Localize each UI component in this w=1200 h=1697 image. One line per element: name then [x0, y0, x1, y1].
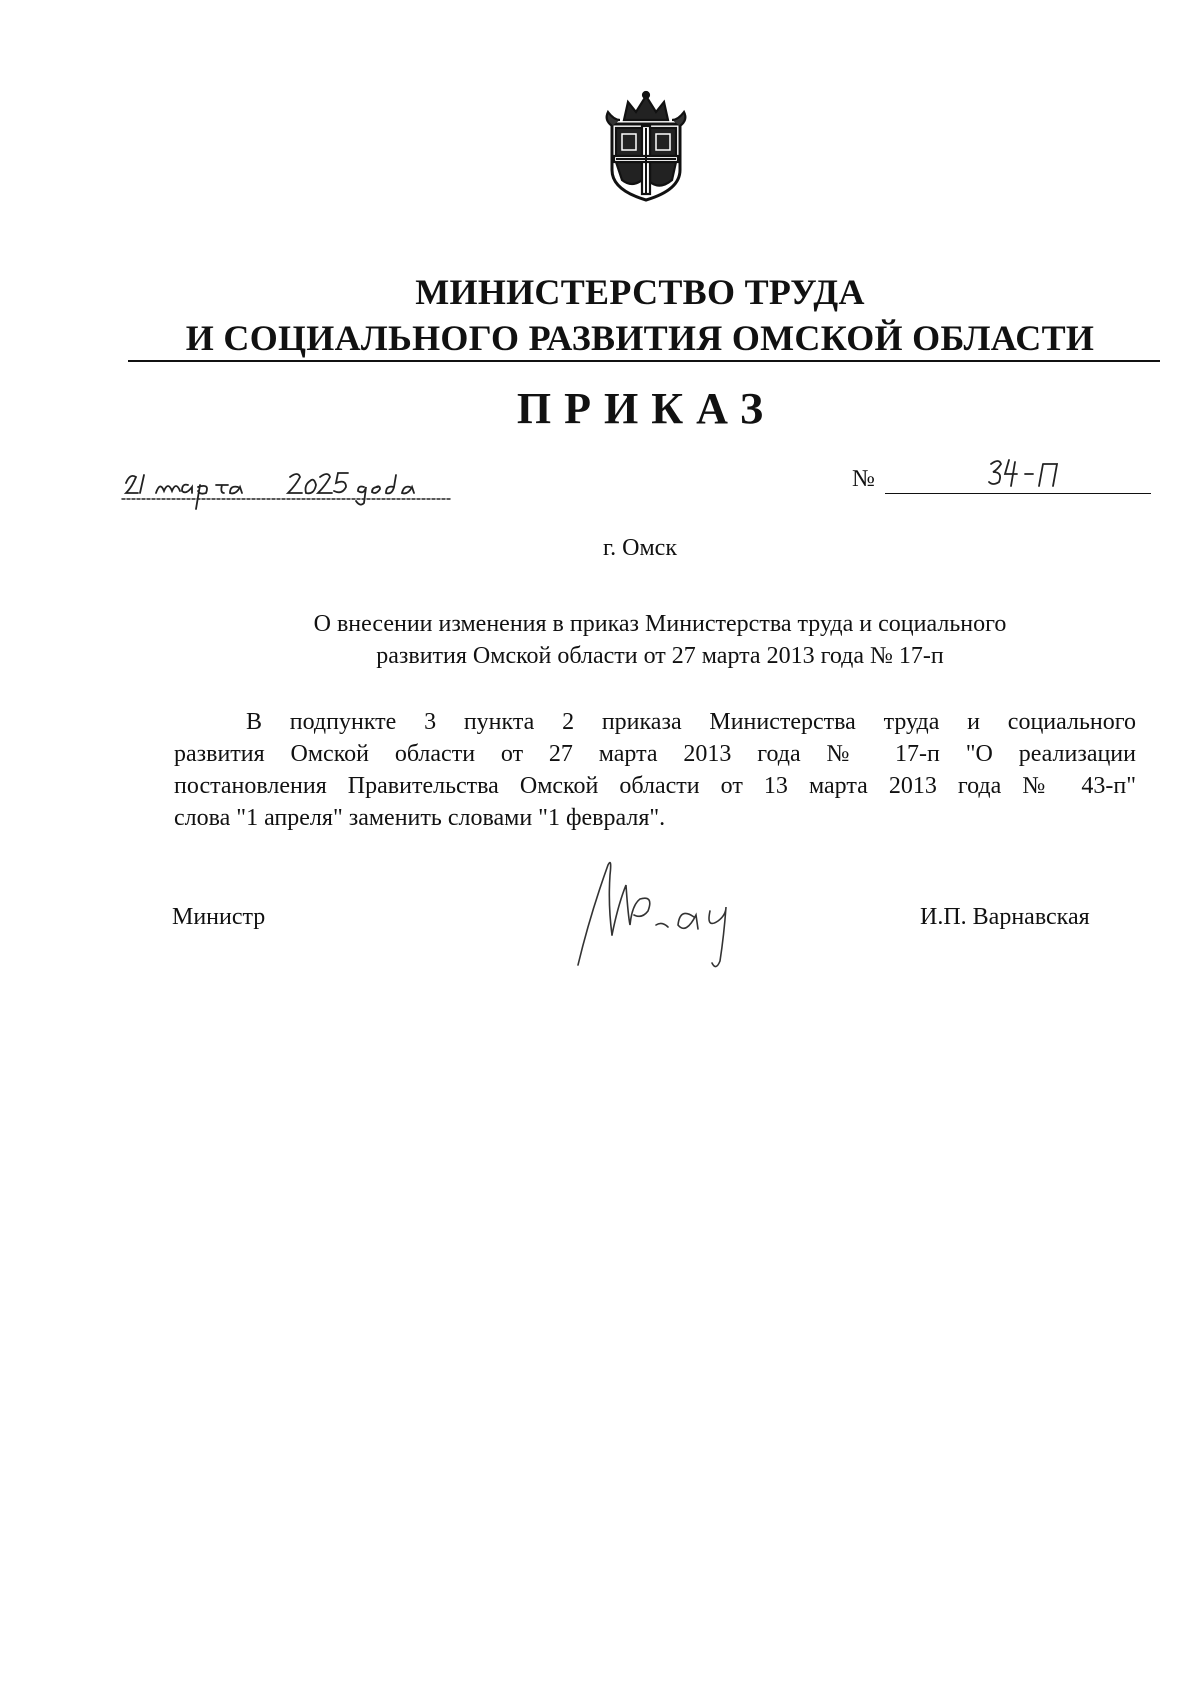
subject-line: развития Омской области от 27 марта 2013 года № 17-п: [376, 643, 944, 669]
omsk-coat-of-arms-icon: [602, 90, 690, 204]
order-subject: [170, 608, 1150, 672]
number-label: №: [852, 466, 875, 492]
body-line: развития Омской области от 27 марта 2013 года № 17-п "О реализации: [174, 741, 1136, 767]
handwritten-number: [985, 450, 1075, 490]
document-type-title: ПРИКАЗ: [516, 384, 777, 433]
organization-name-line1: МИНИСТЕРСТВО ТРУДА: [415, 272, 865, 312]
body-line: В подпункте 3 пункта 2 приказа Министерства труда и социального: [246, 709, 1136, 735]
signer-position: Министр: [172, 904, 266, 930]
number-underline: [885, 493, 1151, 494]
body-line: слова "1 апреля" заменить словами "1 февраля".: [174, 805, 666, 831]
organization-name-line2: И СОЦИАЛЬНОГО РАЗВИТИЯ ОМСКОЙ ОБЛАСТИ: [185, 318, 1095, 358]
city: г. Омск: [603, 535, 677, 561]
signer-name: И.П. Варнавская: [920, 904, 1090, 930]
subject-line: О внесении изменения в приказ Министерства труда и социального: [313, 611, 1007, 637]
body-line: постановления Правительства Омской области от 13 марта 2013 года № 43-п": [174, 773, 1136, 799]
header-divider: [128, 360, 1160, 362]
handwritten-signature-icon: [570, 845, 770, 975]
handwritten-date: [120, 447, 460, 517]
order-body: [174, 706, 1136, 834]
